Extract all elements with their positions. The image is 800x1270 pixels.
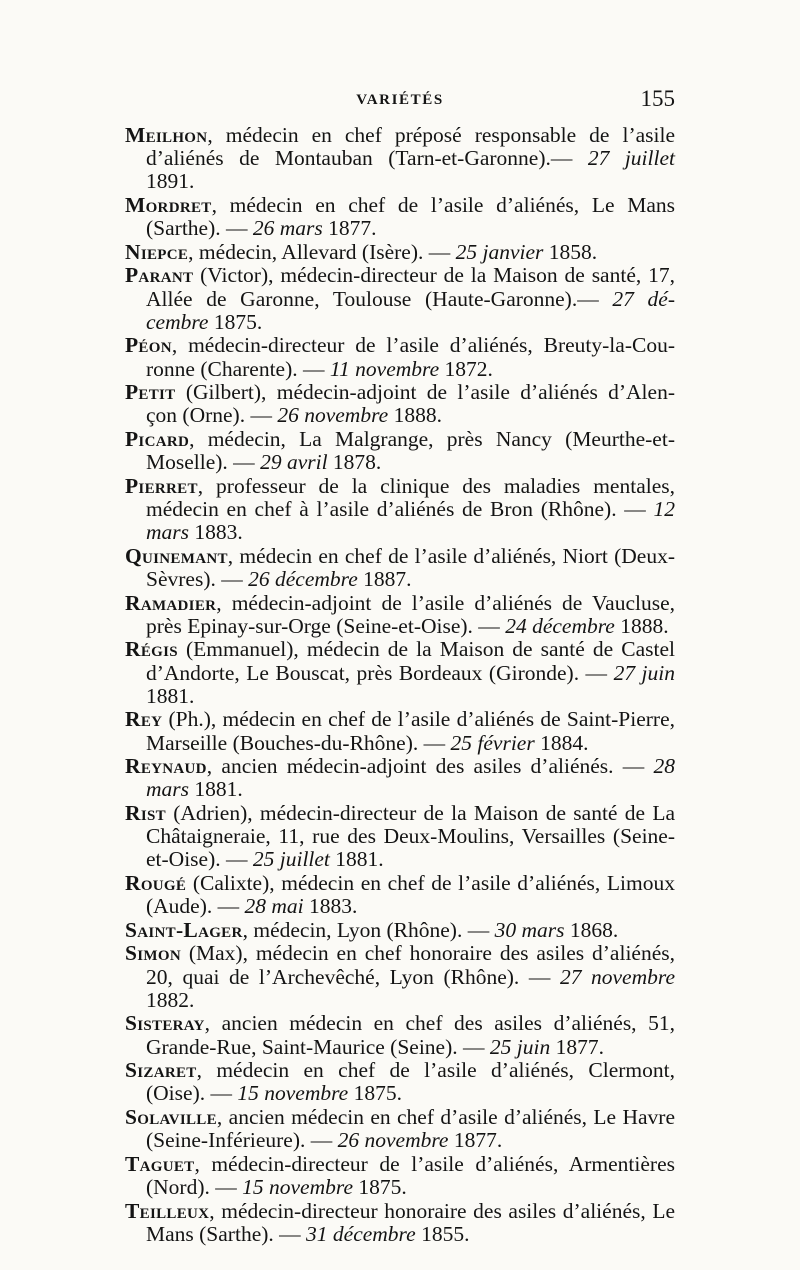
list-item <box>125 919 675 942</box>
entry-text: , ancien médecin-adjoint des asiles d’aliénés. — <box>206 754 654 779</box>
entry-name: Reynaud <box>125 754 207 779</box>
entry-year: 1883. <box>303 894 358 919</box>
entry-date: 27 dé-cembre <box>146 286 676 334</box>
entry-date: 30 mars <box>494 917 565 942</box>
list-item <box>125 241 675 264</box>
entry-text: , médecin-directeur de l’asile d’aliénés, Armentières (Nord). — <box>146 1151 675 1199</box>
list-item <box>125 638 675 708</box>
entry-date: 15 novembre <box>237 1081 349 1106</box>
list-item <box>125 1059 675 1105</box>
list-item <box>125 708 675 754</box>
entry-year: 1875. <box>348 1081 402 1106</box>
entry-name: Niepce <box>125 239 189 264</box>
entry-text: (Gilbert), médecin-adjoint de l’asile d’aliénés d’Alen-çon (Orne). — <box>146 380 675 428</box>
entry-name: Mordret <box>125 193 212 217</box>
list-item <box>125 124 675 194</box>
entry-list <box>125 124 675 1246</box>
entry-text: , médecin-directeur de l’asile d’aliénés, Breuty-la-Cou-ronne (Charente). — <box>146 333 675 381</box>
entry-text: (Ph.), médecin en chef de l’asile d’aliénés de Saint-Pierre, Marseille (Bouches-du-Rhône). — <box>146 707 675 755</box>
page-header <box>125 86 675 122</box>
list-item <box>125 592 675 638</box>
entry-date: 15 novembre <box>242 1174 353 1199</box>
entry-name: Solaville <box>125 1104 217 1129</box>
list-item <box>125 802 675 872</box>
entry-date: 26 novembre <box>277 403 389 428</box>
entry-year: 1877. <box>550 1034 604 1059</box>
list-item <box>125 545 675 591</box>
entry-name: Rougé <box>125 870 187 895</box>
running-title: VARIÉTÉS <box>356 92 444 108</box>
list-item <box>125 475 675 545</box>
entry-date: 29 avril <box>260 450 328 475</box>
entry-text: (Max), médecin en chef honoraire des asiles d’aliénés, 20, quai de l’Archevêché, Lyon (Rhône). — <box>146 941 675 989</box>
entry-name: Quinemant <box>125 543 228 568</box>
entry-name: Rey <box>125 707 163 732</box>
list-item <box>125 942 675 1012</box>
list-item <box>125 872 675 918</box>
entry-year: 1875. <box>353 1174 407 1199</box>
entry-text: (Victor), médecin-directeur de la Maison de santé, 17, Allée de Garonne, Toulouse (Haute-Garonne).— <box>146 263 675 311</box>
entry-year: 1884. <box>534 730 589 755</box>
entry-date: 27 novembre <box>559 964 675 989</box>
entry-year: 1868. <box>564 917 619 942</box>
entry-date: 26 mars <box>252 216 323 241</box>
entry-name: Teilleux <box>125 1198 210 1223</box>
entry-year: 1888. <box>388 403 442 428</box>
entry-name: Régis <box>125 637 178 662</box>
entry-text: , médecin, La Malgrange, près Nancy (Meurthe-et-Moselle). — <box>146 426 675 475</box>
entry-text: , médecin, Lyon (Rhône). — <box>242 917 495 942</box>
entry-name: Rist <box>125 800 166 825</box>
entry-name: Sisteray <box>125 1011 205 1036</box>
entry-date: 24 décembre <box>505 613 615 638</box>
entry-text: , médecin en chef préposé responsable de l’asile d’aliénés de Montauban (Tarn-et-Garonne).— <box>146 123 675 171</box>
entry-year: 1878. <box>327 450 382 475</box>
list-item <box>125 1106 675 1152</box>
entry-text: , ancien médecin en chef d’asile d’aliénés, Le Havre (Seine-Inférieure). — <box>146 1104 675 1153</box>
entry-date: 27 juin <box>613 660 676 685</box>
list-item <box>125 1012 675 1058</box>
entry-text: (Calixte), médecin en chef de l’asile d’aliénés, Limoux (Aude). — <box>146 870 675 919</box>
entry-year: 1881. <box>329 847 384 872</box>
entry-year: 1858. <box>543 239 598 264</box>
entry-date: 11 novembre <box>329 356 440 381</box>
entry-name: Péon <box>125 333 172 358</box>
entry-date: 25 janvier <box>455 239 544 264</box>
list-item <box>125 428 675 474</box>
entry-year: 1872. <box>439 356 493 381</box>
entry-date: 12 mars <box>146 496 675 545</box>
list-item <box>125 264 675 334</box>
entry-name: Meilhon <box>125 123 208 147</box>
entry-year: 1881. <box>189 777 243 802</box>
entry-year: 1883. <box>189 520 243 545</box>
entry-name: Ramadier <box>125 590 217 615</box>
entry-text: (Emmanuel), médecin de la Maison de santé de Castel d’Andorte, Le Bouscat, près Bordeaux (Gironde). — <box>146 637 675 685</box>
list-item <box>125 194 675 240</box>
entry-text: , médecin, Allevard (Isère). — <box>188 239 456 264</box>
entry-date: 27 juillet <box>587 146 675 171</box>
entry-name: Simon <box>125 941 181 966</box>
entry-text: , ancien médecin en chef des asiles d’aliénés, 51, Grande-Rue, Saint-Maurice (Seine). — <box>146 1011 675 1059</box>
entry-name: Saint-Lager <box>125 917 243 942</box>
entry-date: 28 mars <box>146 754 675 802</box>
entry-year: 1877. <box>448 1128 503 1153</box>
page-number: 155 <box>640 86 675 111</box>
entry-name: Pierret <box>125 473 198 498</box>
entry-year: 1888. <box>614 613 669 638</box>
entry-date: 26 décembre <box>248 566 358 591</box>
entry-date: 25 juin <box>489 1034 551 1059</box>
entry-year: 1881. <box>146 683 195 708</box>
entry-text: , médecin en chef de l’asile d’aliénés, Le Mans (Sarthe). — <box>146 193 675 241</box>
entry-name: Petit <box>125 380 176 405</box>
entry-text: , médecin en chef de l’asile d’aliénés, Clermont, (Oise). — <box>146 1058 675 1106</box>
entry-name: Parant <box>125 263 194 288</box>
list-item <box>125 755 675 801</box>
entry-year: 1882. <box>146 987 195 1012</box>
entry-text: , professeur de la clinique des maladies mentales, médecin en chef à l’asile d’aliénés de Bron (Rhône). — <box>146 473 675 521</box>
entry-name: Sizaret <box>125 1058 197 1083</box>
entry-text: (Adrien), médecin-directeur de la Maison de santé de La Châtaigneraie, 11, rue des Deux-Moulins, Versailles (Seine-et-Oise). — <box>146 800 675 872</box>
entry-year: 1855. <box>415 1221 470 1246</box>
entry-date: 28 mai <box>244 894 304 919</box>
entry-year: 1877. <box>322 216 377 241</box>
entry-year: 1891. <box>146 169 195 194</box>
list-item <box>125 334 675 380</box>
entry-date: 26 novembre <box>337 1128 449 1153</box>
entry-date: 25 février <box>450 730 535 755</box>
entry-date: 25 juillet <box>252 847 330 872</box>
entry-text: , médecin-directeur honoraire des asiles d’aliénés, Le Mans (Sarthe). — <box>146 1198 675 1246</box>
list-item <box>125 381 675 427</box>
entry-name: Taguet <box>125 1151 195 1176</box>
entry-name: Picard <box>125 426 190 451</box>
entry-date: 31 décembre <box>306 1221 416 1246</box>
entry-year: 1875. <box>208 309 263 334</box>
list-item <box>125 1200 675 1246</box>
entry-text: , médecin en chef de l’asile d’aliénés, Niort (Deux-Sèvres). — <box>146 543 675 591</box>
entry-year: 1887. <box>357 566 412 591</box>
entry-text: , médecin-adjoint de l’asile d’aliénés de Vaucluse, près Epinay-sur-Orge (Seine-et-Oise). — <box>146 590 675 638</box>
list-item <box>125 1153 675 1199</box>
